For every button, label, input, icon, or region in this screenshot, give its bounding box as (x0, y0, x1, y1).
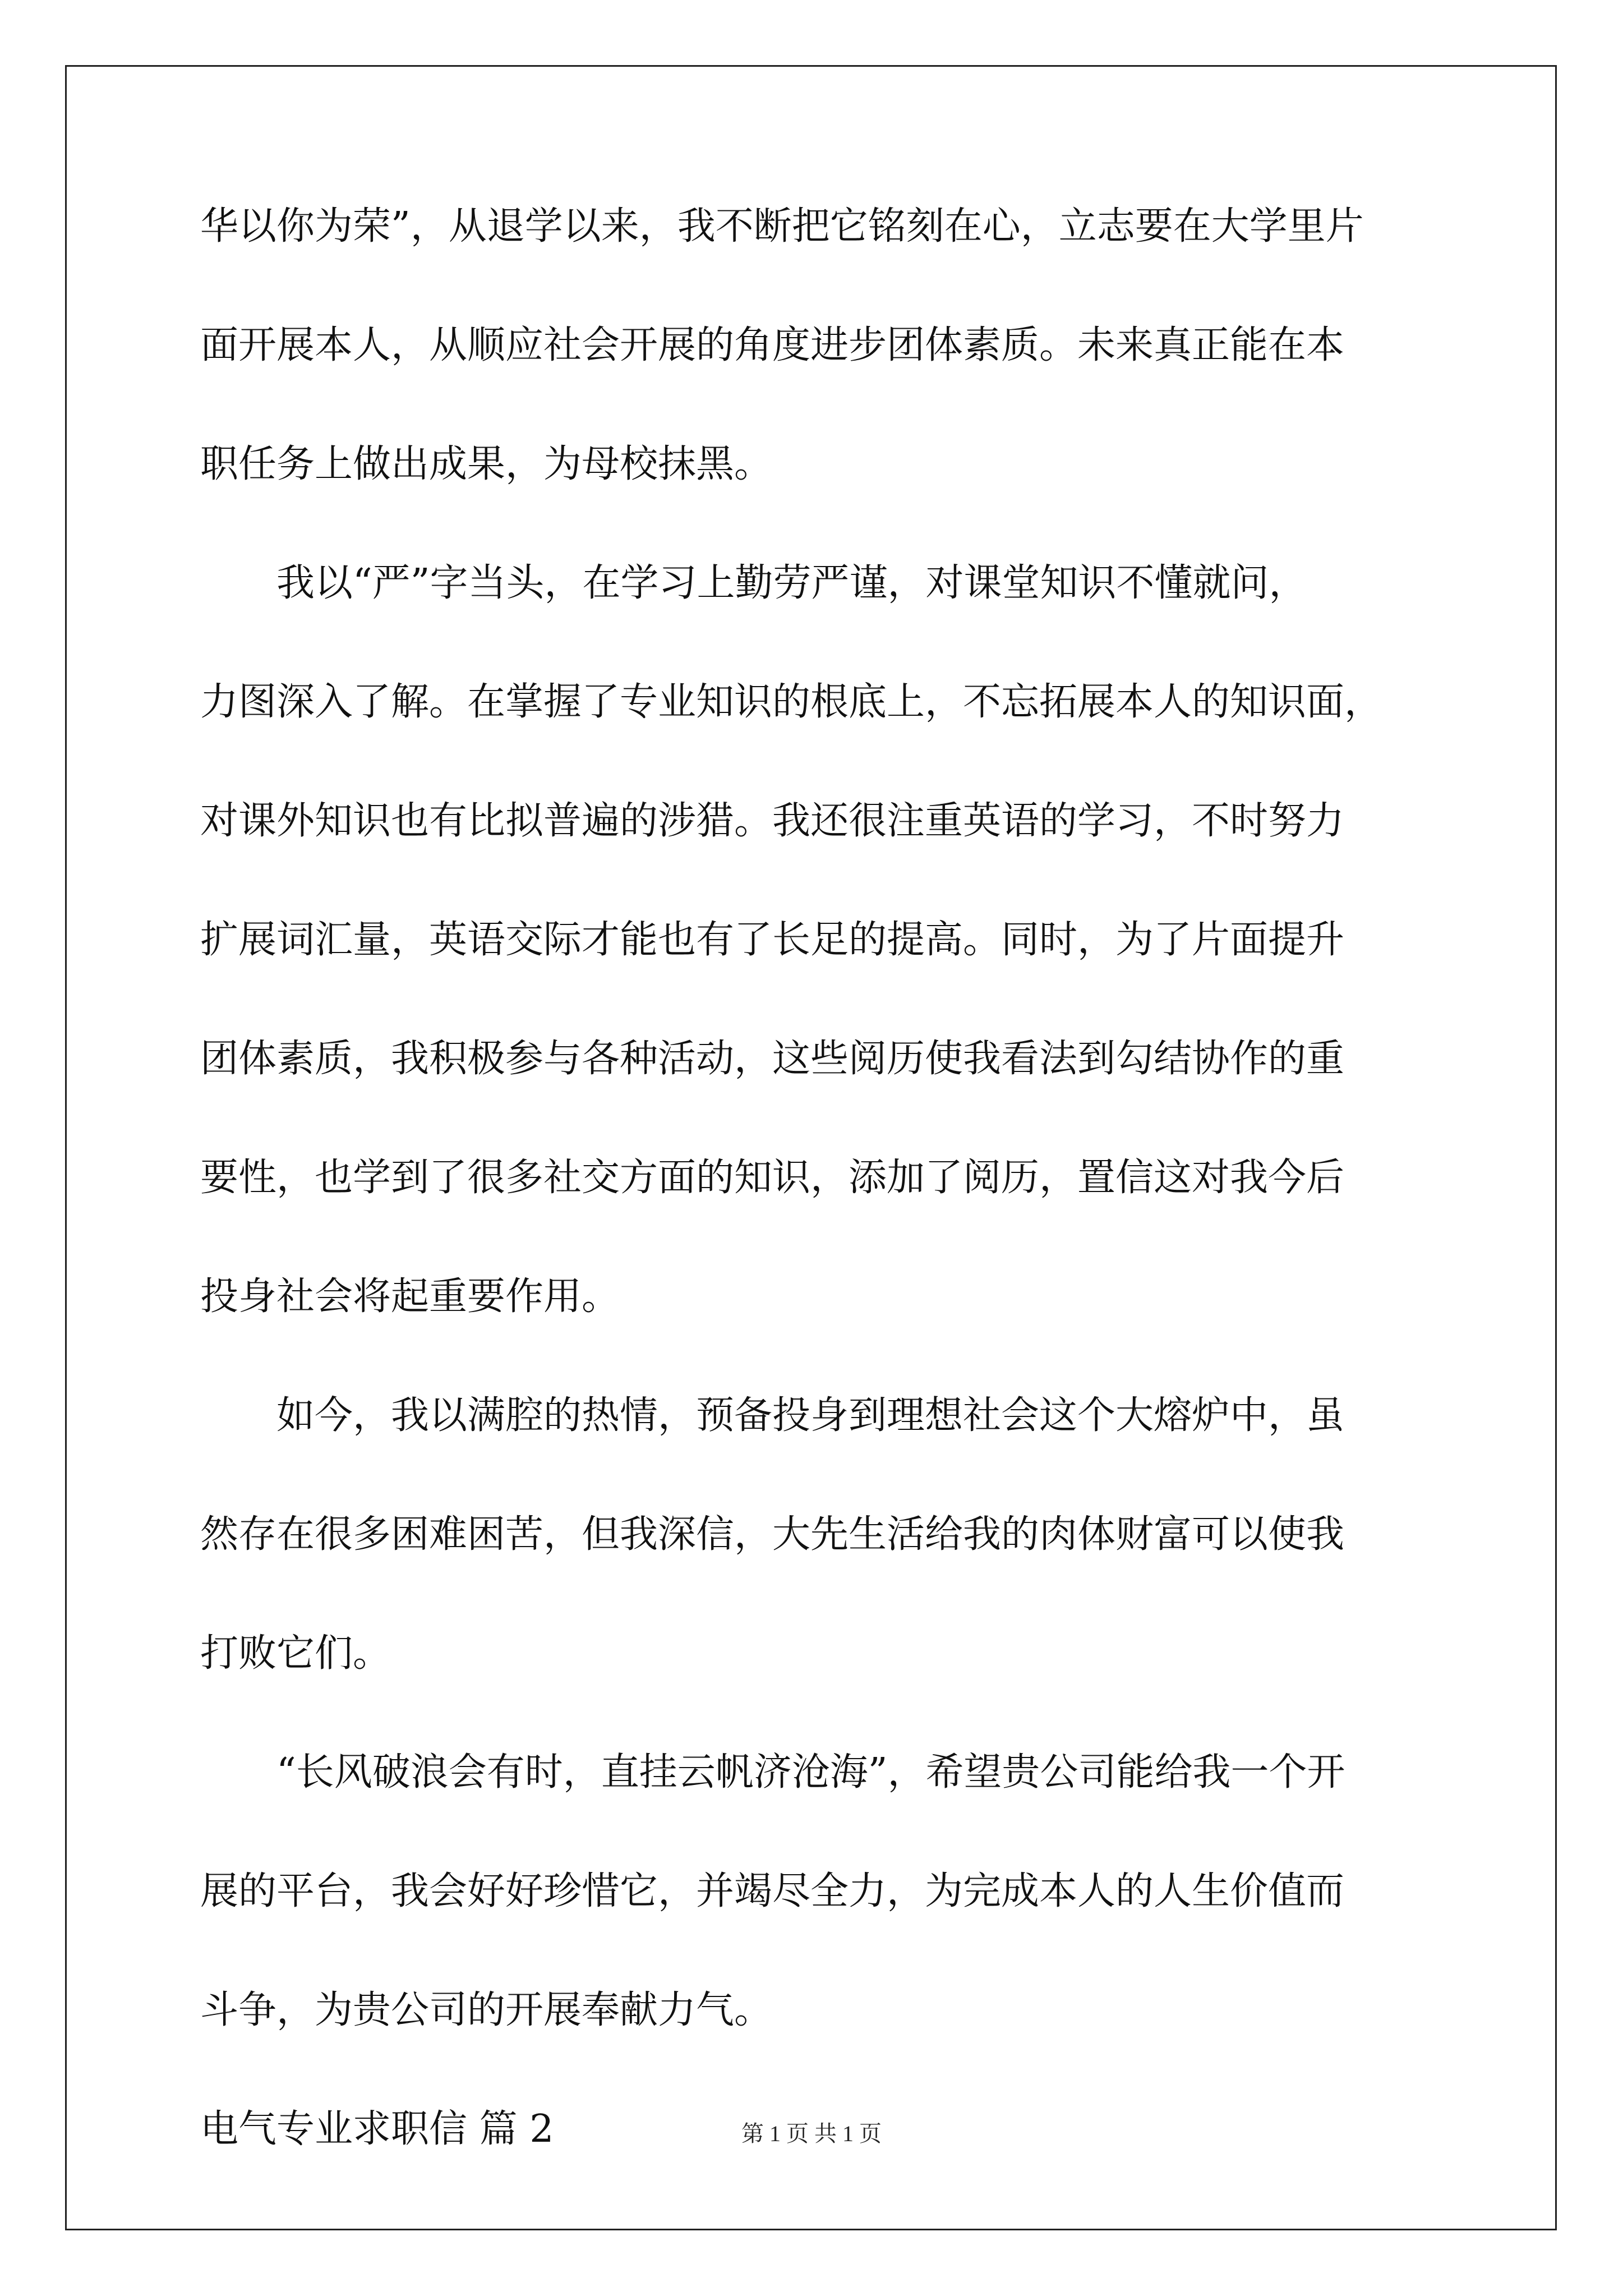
text-line: 力图深入了解。在掌握了专业知识的根底上，不忘拓展本人的知识面， (200, 680, 1383, 724)
text-line: 然存在很多困难困苦，但我深信，大先生活给我的肉体财富可以使我 (200, 1512, 1345, 1557)
text-line: 斗争，为贵公司的开展奉献力气。 (200, 1988, 773, 2032)
document-body (200, 204, 1428, 2151)
text-line: 要性，也学到了很多社交方面的知识，添加了阅历，置信这对我今后 (200, 1156, 1345, 1200)
text-line: 华以你为荣”，从退学以来，我不断把它铭刻在心，立志要在大学里片 (200, 204, 1364, 249)
page-footer: 第 1 页 共 1 页 (741, 2121, 882, 2146)
text-line: 展的平台，我会好好珍惜它，并竭尽全力，为完成本人的人生价值而 (200, 1869, 1345, 1913)
text-line: 如今，我以满腔的热情，预备投身到理想社会这个大熔炉中，虽 (276, 1393, 1345, 1438)
text-line: 扩展词汇量，英语交际才能也有了长足的提高。同时，为了片面提升 (200, 918, 1345, 962)
text-line: 打败它们。 (200, 1631, 391, 1676)
text-line: 面开展本人，从顺应社会开展的角度进步团体素质。未来真正能在本 (200, 323, 1345, 367)
section-heading: 电气专业求职信 篇 2 (200, 2107, 554, 2151)
text-line: 职任务上做出成果，为母校抹黑。 (200, 442, 773, 486)
paragraph-2 (200, 561, 1428, 1319)
paragraph-1 (200, 204, 1428, 486)
text-line: “长风破浪会有时，直挂云帆济沧海”，希望贵公司能给我一个开 (276, 1750, 1345, 1795)
paragraph-4 (200, 1750, 1428, 2032)
text-line: 投身社会将起重要作用。 (200, 1274, 620, 1319)
text-line: 团体素质，我积极参与各种活动，这些阅历使我看法到勾结协作的重 (200, 1037, 1345, 1081)
text-line: 对课外知识也有比拟普遍的涉猎。我还很注重英语的学习，不时努力 (200, 799, 1345, 843)
paragraph-3 (200, 1393, 1428, 1676)
text-line: 我以“严”字当头，在学习上勤劳严谨，对课堂知识不懂就问， (276, 561, 1307, 605)
